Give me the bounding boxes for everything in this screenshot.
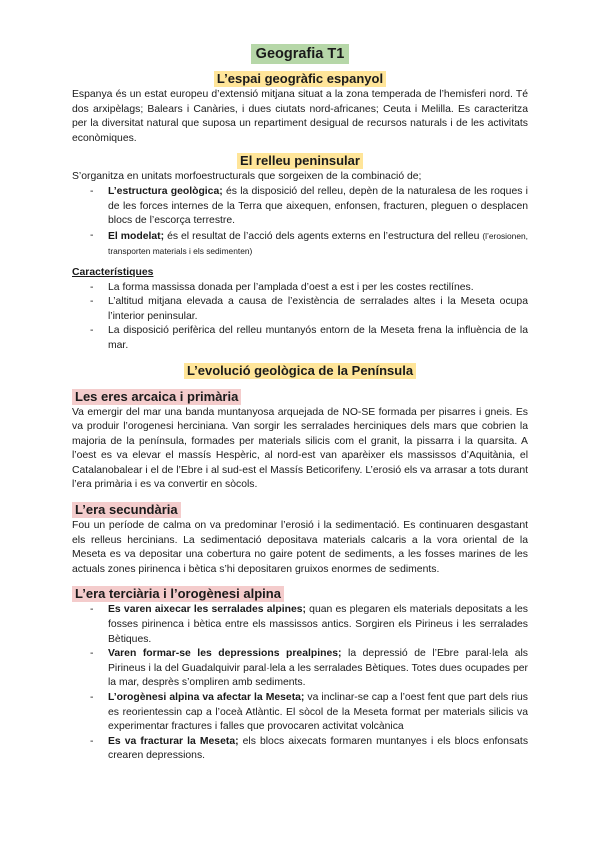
list-item: - La forma massissa donada per l’amplada d’oest a est i per les costes rectilínes. — [90, 281, 474, 293]
term: Es va fracturar la Meseta; — [108, 735, 239, 747]
term: Es varen aixecar les serralades alpines; — [108, 604, 306, 616]
list-item: - Es va fracturar la Meseta; els blocs aixecats formaren muntanyes i els blocs enfonsats crearen depressions. — [90, 735, 529, 762]
term: L’estructura geològica; — [108, 185, 223, 197]
list-item: - L’altitud mitjana elevada a causa de l’existència de serralades altes i la Meseta ocupa l’interior peninsular. — [90, 296, 528, 322]
list-item: - El modelat; és el resultat de l’acció dels agents externs en l’estructura del relleu (l’erosionen, transporten materials i els sedimenten) — [90, 229, 528, 257]
definition: quan es plegaren els materials depositats a les fosses pirinenca i bètica entre els massissos antics. Sorgiren els Pirineus i les serralades Bètiques. — [108, 604, 528, 645]
section-heading-wrap — [72, 70, 528, 88]
definition: la depressió de l’Ebre paral·lela als Pirineus i la del Guadalquivir paral·lela a les serralades Bètiques. Totes dues ocupades per la mar, desprès s’ompliren amb sediments. — [108, 648, 529, 689]
section-heading-evolucio: L’evolució geològica de la Península — [184, 363, 416, 379]
era-heading-terciaria: L’era terciària i l’orogènesi alpina — [72, 586, 284, 602]
section-heading-wrap — [72, 152, 528, 170]
era-heading-arcaica: Les eres arcaica i primària — [72, 389, 241, 405]
definition: va inclinar-se cap a l’oest fent que part dels rius es reorientessin cap a l’oceà Atlàntic. El sòcol de la Meseta format per materials silicis va experimentar fractures i falles que provocaren activitat volcànica — [108, 692, 528, 733]
section-heading-espai: L’espai geogràfic espanyol — [214, 71, 386, 87]
section-heading-relleu: El relleu peninsular — [237, 153, 363, 169]
term: El modelat; — [108, 230, 165, 242]
list-characteristics — [72, 281, 528, 354]
title-wrap — [72, 44, 528, 64]
paragraph-relleu-intro: S’organitza en unitats morfoestructurals que sorgeixen de la combinació de; — [72, 171, 422, 183]
era-heading-secundaria: L’era secundària — [72, 502, 181, 518]
list-relleu — [72, 185, 528, 260]
characteristics-heading: Característiques — [72, 266, 154, 278]
paragraph-secundaria: Fou un període de calma on va predominar l’erosió i la sedimentació. Es continuaren desgastant els relleus hercinians. La sedimentació depositava materials calcaris a la vora oriental de la Meseta es va depositar una cobertura no gaire potent de sediments, a les fosses marines de les actuals zones pirinenca i bètica s’hi depositaren gruixos enormes de sediments. — [72, 520, 528, 575]
list-item: - L’orogènesi alpina va afectar la Meseta; va inclinar-se cap a l’oest fent que part dels rius es reorientessin cap a l’oceà Atlàntic. El sòcol de la Meseta format per materials silicis va experimentar fractures i falles que provocaren activitat volcànica — [90, 692, 528, 733]
term: Varen formar-se les depressions prealpines; — [108, 648, 342, 660]
list-item: - L’estructura geològica; és la disposició del relleu, depèn de la naturalesa de les roques i de les forces internes de la Terra que aixequen, enfonsen, fracturen, pleguen o desplacen blocs de l’escorça terrestre. — [90, 185, 528, 227]
paragraph-arcaica: Va emergir del mar una banda muntanyosa arquejada de NO-SE formada per pisarres i gneis. Es va produir l’orogenesi herciniana. Van sorgir les serralades herciniques dels mars que cobrien la majoria de la península, formades per materials silicis com el granit, la pissarra i la quarsita. A l’oest es va elevar el massís Hespèric, al nord-est van aparèixer els massissos d’Aquitània, el Catalanobalear i el de l’Ebre i al sud-est el Massís Beticorifeny. L’erosió els va arrasar a tots durant l’era primària i es va convertir en sòcols. — [72, 406, 528, 491]
note: (l’erosionen, transporten materials i els sedimenten) — [108, 230, 528, 257]
definition: els blocs aixecats formaren muntanyes i els blocs enfonsats crearen depressions. — [108, 735, 529, 762]
list-item: - Varen formar-se les depressions prealpines; la depressió de l’Ebre paral·lela als Pirineus i la del Guadalquivir paral·lela a les serralades Bètiques. Totes dues ocupades per la mar, desprès s’ompliren amb sediments. — [90, 648, 529, 689]
list-terciaria — [72, 603, 528, 764]
list-item: - La disposició perifèrica del relleu muntanyós entorn de la Meseta frena la influència de la mar. — [90, 325, 528, 351]
section-heading-wrap — [72, 362, 528, 380]
term: L’orogènesi alpina va afectar la Meseta; — [108, 692, 305, 703]
list-item: - Es varen aixecar les serralades alpines; quan es plegaren els materials depositats a les fosses pirinenca i bètica entre els massissos antics. Sorgiren els Pirineus i les serralades Bètiques. — [90, 604, 528, 645]
page-title: Geografia T1 — [251, 44, 350, 64]
definition: és la disposició del relleu, depèn de la naturalesa de les roques i de les forces internes de la Terra que aixequen, enfonsen, fracturen, pleguen o desplacen blocs de l’escorça terrestre. — [108, 185, 528, 227]
paragraph-espai: Espanya és un estat europeu d’extensió mitjana situat a la zona temperada de l’hemisferi nord. Té dos arxipèlags; Balears i Canàries, i dues ciutats nord-africanes; Ceuta i Melilla. Es caracteritza per la diversitat natural que suposa un repartiment desigual de recursos naturals i de les activitats econòmiques. — [72, 89, 528, 144]
definition: és el resultat de l’acció dels agents externs en l’estructura del relleu — [164, 230, 483, 242]
